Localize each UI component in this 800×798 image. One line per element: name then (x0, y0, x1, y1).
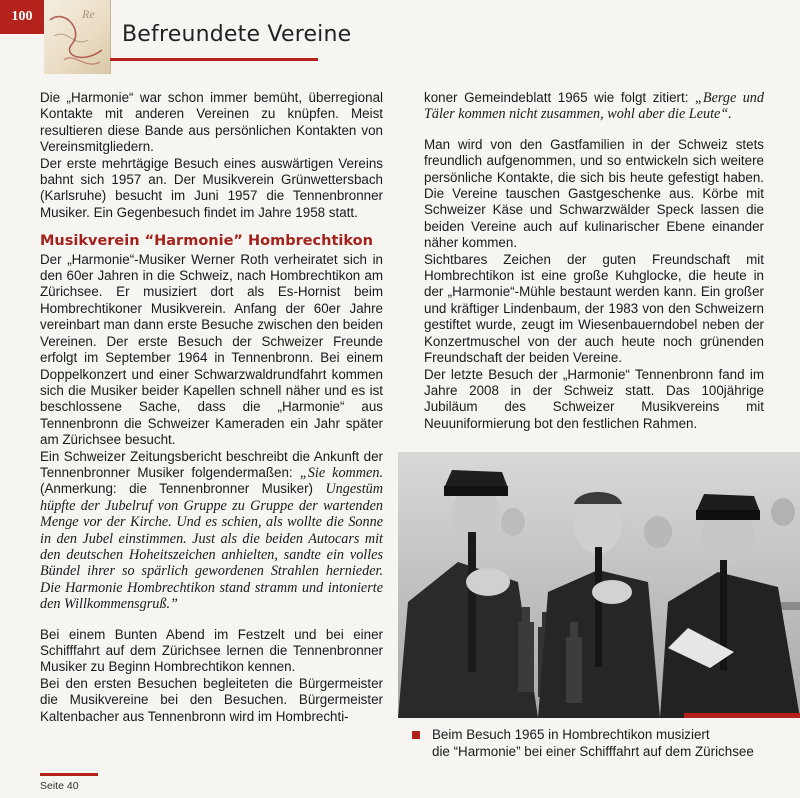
caption-line: Beim Besuch 1965 in Hombrechtikon musiziert (432, 727, 710, 742)
paragraph-quote (40, 449, 383, 613)
quote-text: „Sie kommen. (299, 464, 383, 481)
footer-page-label: Seite 40 (40, 780, 79, 792)
page-title: Befreundete Vereine (122, 22, 352, 47)
left-column (40, 90, 383, 725)
page-number-label: 100 (11, 9, 33, 24)
paragraph: Sichtbares Zeichen der guten Freundschaft mit Hombrechtikon ist eine große Kuhglocke, die heute in der „Harmonie“-Mühle bestaunt werden kann. Ein großer und kräftiger Lindenbaum, der 1983 von den Schweizern gestiftet wurde, zeugt im Wiesenbauerndobel neben der Konzertmuschel von der auch heute noch grünenden Freundschaft der beiden Vereine. (424, 251, 764, 366)
paragraph: Die „Harmonie“ war schon immer bemüht, überregional Kontakte mit anderen Vereinen zu knüpfen. Meist resultieren diese Bande aus persönlichen Kontakten von Vereinsmitgliedern. (40, 90, 383, 155)
photo-caption (412, 727, 792, 760)
photo-accent-bar (684, 713, 800, 718)
quote-intro: koner Gemeindeblatt 1965 wie folgt zitiert: (424, 90, 689, 105)
paragraph: Der letzte Besuch der „Harmonie“ Tennenbronn fand im Jahre 2008 in der Schweiz statt. Das 100jährige Jubiläum des Schweizer Musikvereins mit Neuuniformierung bot den festlichen Rahmen. (424, 366, 764, 431)
band-photo (398, 452, 800, 718)
quote-note: (Anmerkung: die Tennenbronner Musiker) (40, 481, 313, 497)
caption-bullet (412, 731, 420, 739)
svg-text:Re: Re (82, 7, 95, 21)
quote-intro: Ein Schweizer Zeitungsbericht beschreibt die Ankunft der Tennenbronner Musiker folgendermaßen: (40, 448, 383, 480)
title-underline (110, 58, 318, 61)
caption-line: die “Harmonie” bei einer Schifffahrt auf dem Zürichsee (432, 743, 754, 759)
paragraph: Der erste mehrtägige Besuch eines auswärtigen Vereins bahnt sich 1957 an. Der Musikverein Grünwettersbach (Karlsruhe) besucht im Juni 1957 die Tennenbronner Musiker. Ein Gegenbesuch findet im Jahre 1958 statt. (40, 155, 383, 220)
footer-accent-bar (40, 773, 98, 776)
paragraph: Bei den ersten Besuchen begleiteten die Bürgermeister die Musikvereine bei den Besuchen. Bürgermeister Kaltenbacher aus Tennenbronn wird im Hombrechti- (40, 675, 383, 724)
paragraph: Der „Harmonie“-Musiker Werner Roth verheiratet sich in den 60er Jahren in die Schweiz, nach Hombrechtikon am Zürichsee. Er musiziert dort als Es-Hornist beim Hombrechtikoner Musikverein. Anfang der 60er Jahre vereinbart man dann erste Besuche zwischen den beiden Vereinen. Der erste Besuch der Schweizer Freunde erfolgt im September 1964 in Tennenbronn. Bei einem Doppelkonzert und einer Schwarzwaldrundfahrt kommen sich die Musiker beider Kapellen schnell näher und es ist beschlossene Sache, dass die „Harmonie“ aus Tennenbronn die Schweizer Kameraden ein Jahr später am Zürichsee besucht. (40, 251, 383, 448)
right-column (424, 90, 764, 432)
decorative-manuscript-image (44, 0, 111, 74)
paragraph: Man wird von den Gastfamilien in der Schweiz stets freundlich aufgenommen, und so entwickeln sich weitere persönliche Kontakte, die sich bis heute gefestigt haben. Die Vereine tauschen Gastgeschenke aus. Körbe mit Schweizer Käse und Schwarzwälder Speck lassen die beiden Vereine auch auf kulinarischer Ebene einander näher kommen. (424, 136, 764, 251)
section-heading: Musikverein “Harmonie” Hombrechtikon (40, 233, 373, 250)
quote-text: Ungestüm hüpfte der Jubelruf von Gruppe zu Gruppe der wartenden Menge vor der Kirche. Und es schien, als wollte die Sonne in den Jubel einstimmen. Just als die beiden Autocars mit den deutschen Hoheitszeichen anhielten, sandte ein volles Bündel ihrer so spärlich gewordenen Strahlen hernieder. Die Harmonie Hombrechtikon stand stramm und intonierte den Willkommensgruß.” (40, 481, 383, 613)
page-number (0, 0, 44, 34)
quote-text: „Berge und Täler kommen nicht zusammen, wohl aber die Leute“. (424, 90, 764, 123)
paragraph (424, 90, 764, 123)
paragraph: Bei einem Bunten Abend im Festzelt und bei einer Schifffahrt auf dem Zürichsee lernen die Tennenbronner Musiker zu Beginn Hombrechtikon kennen. (40, 626, 383, 675)
